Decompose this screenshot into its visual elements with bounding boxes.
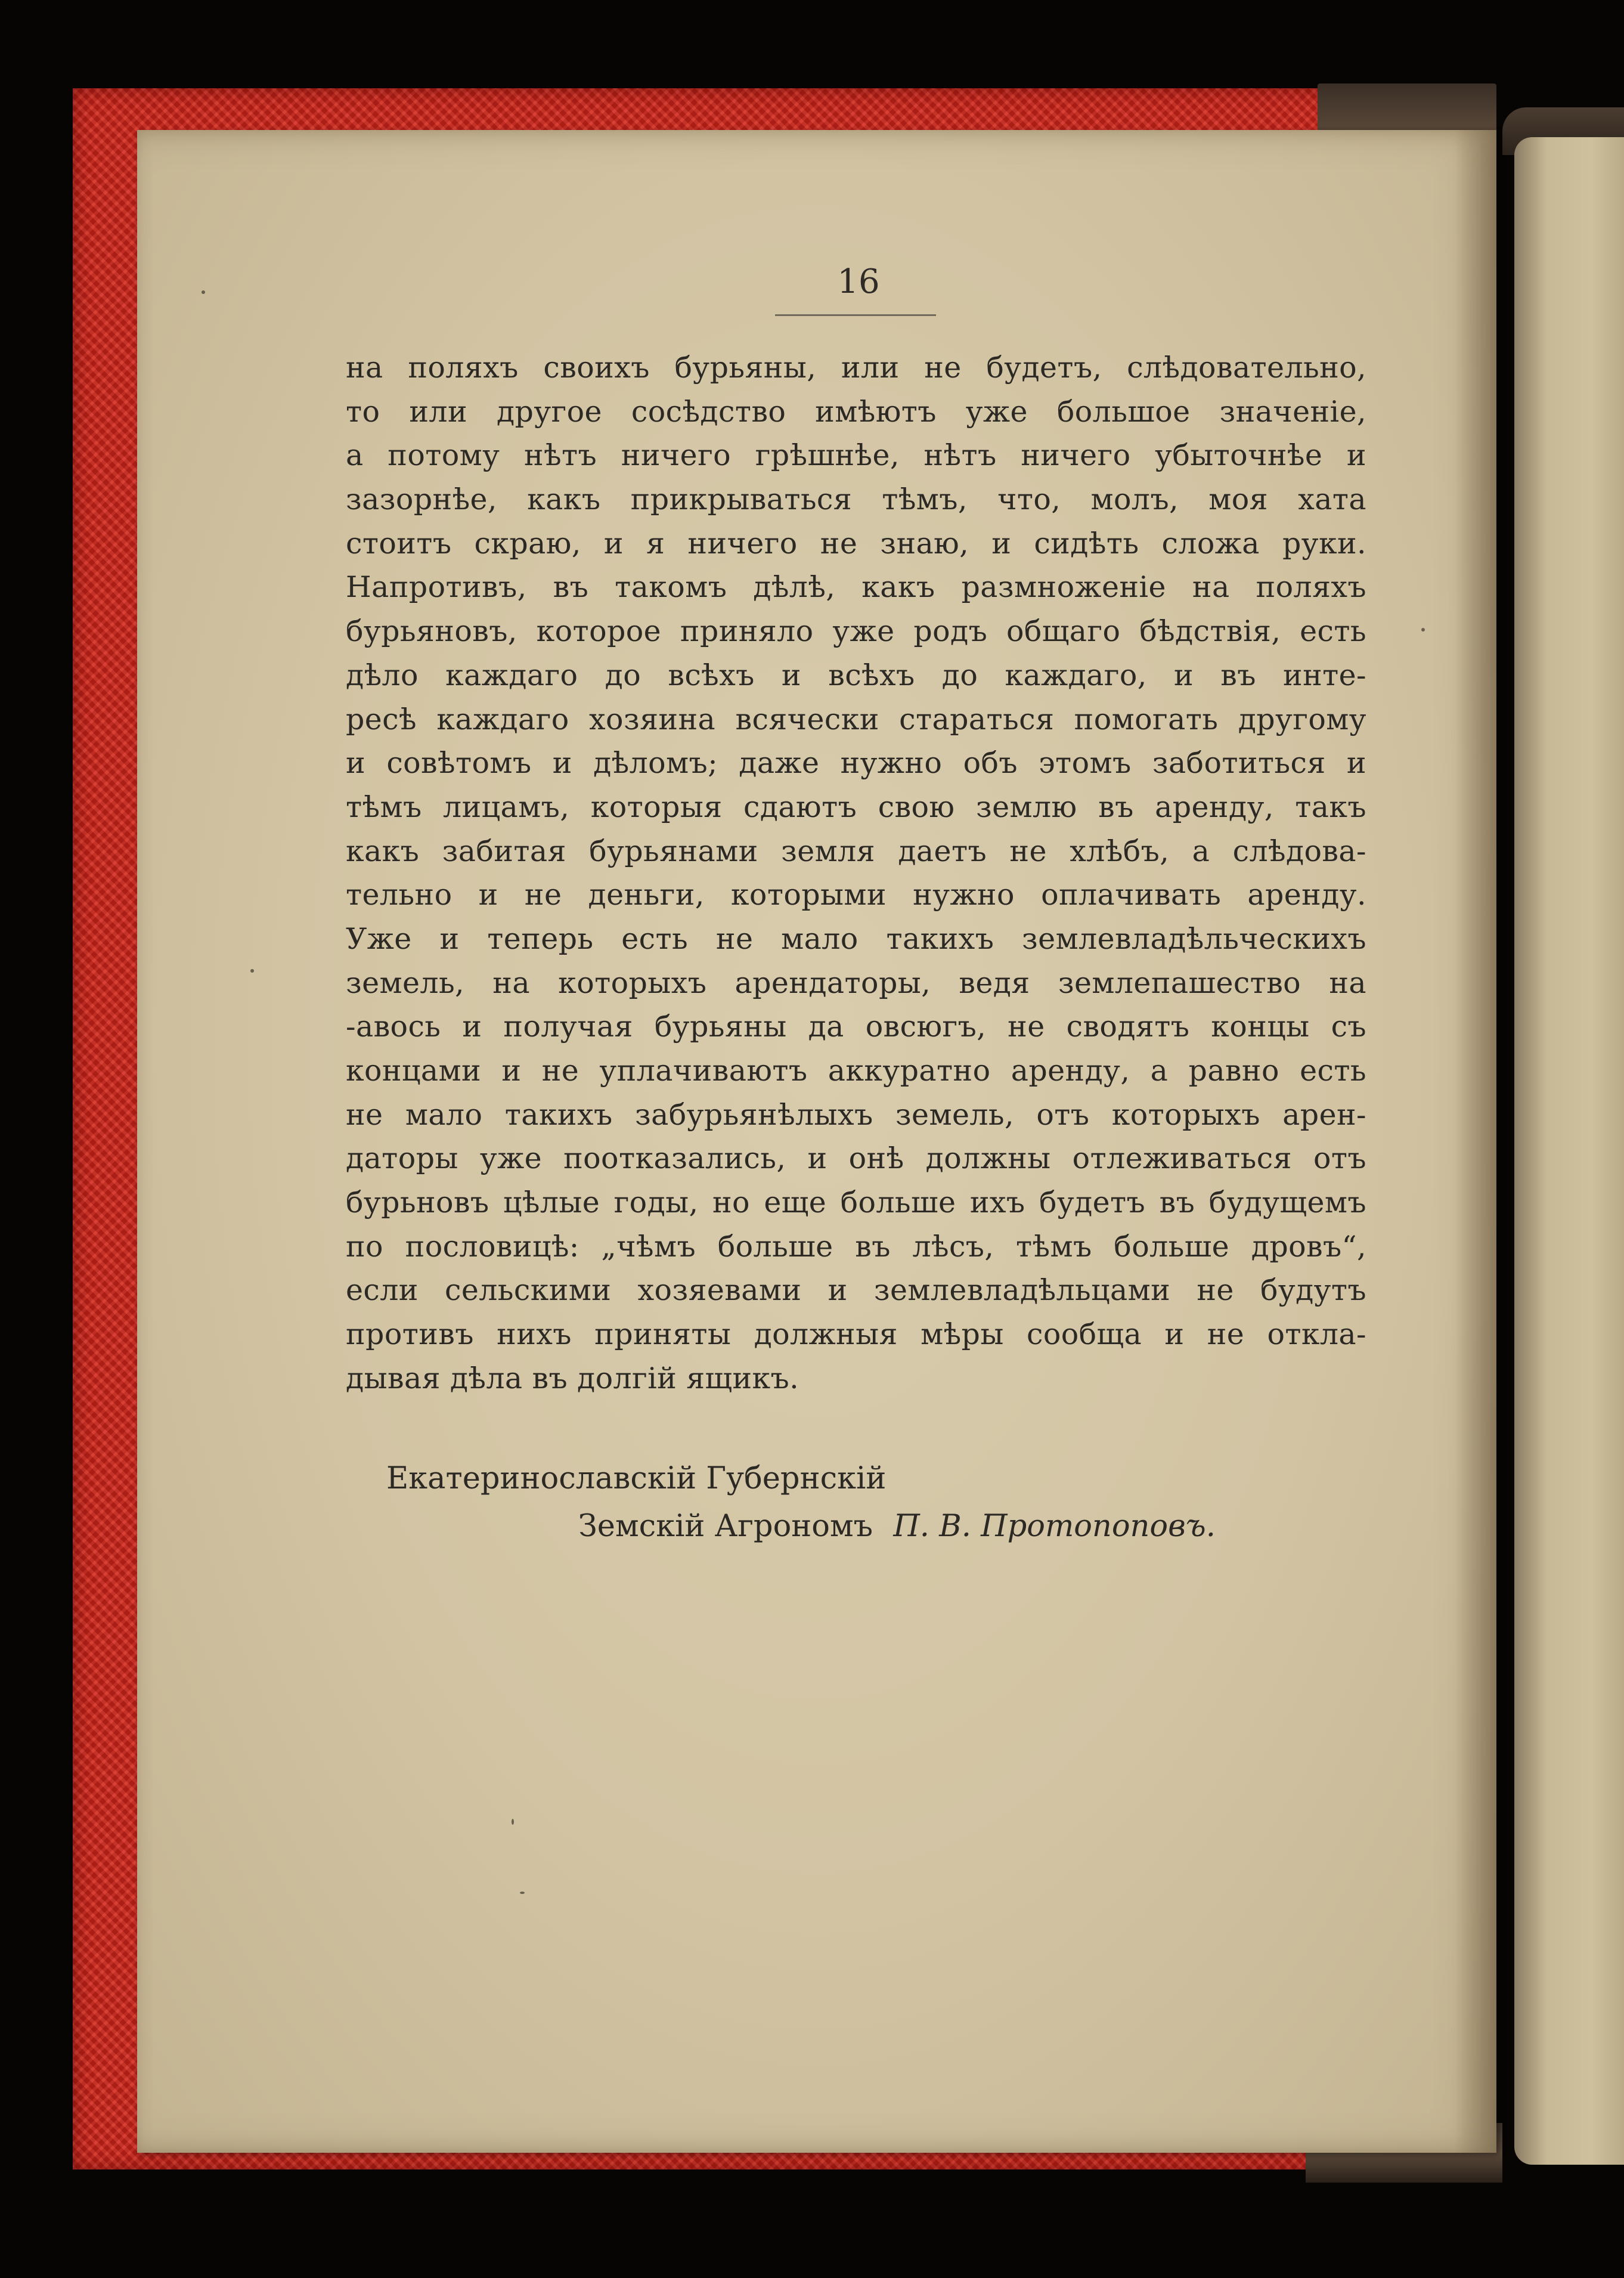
page-gutter-shadow [1455, 130, 1496, 2153]
text-line: концами и не уплачиваютъ аккуратно аренду, а равно есть [346, 1054, 1366, 1088]
page-number: 16 [837, 262, 880, 301]
text-line: и совѣтомъ и дѣломъ; даже нужно объ этомъ заботиться и [346, 746, 1366, 781]
text-line: дывая дѣла въ долгiй ящикъ. [346, 1361, 799, 1395]
text-line: бурьновъ цѣлые годы, но еще больше ихъ будетъ въ будущемъ [346, 1186, 1366, 1220]
text-line: а потому нѣтъ ничего грѣшнѣе, нѣтъ ничего убыточнѣе и [346, 438, 1366, 473]
text-line: бурьяновъ, которое приняло уже родъ общаго бѣдствiя, есть [346, 614, 1366, 649]
paper-speck [202, 290, 205, 294]
text-line: не мало такихъ забурьянѣлыхъ земель, отъ которыхъ арен- [346, 1097, 1366, 1132]
header-rule [775, 314, 936, 316]
text-line: противъ нихъ приняты должныя мѣры сообща и не откла- [346, 1317, 1366, 1352]
body-text [346, 346, 1366, 1401]
text-line: даторы уже поотказались, и онѣ должны отлеживаться отъ [346, 1141, 1366, 1176]
signature-title: Земскiй Агрономъ [578, 1509, 873, 1544]
paper-speck [512, 1819, 514, 1825]
text-line: какъ забитая бурьянами земля даетъ не хлѣбъ, а слѣдова- [346, 834, 1366, 868]
text-line: Уже и теперь есть не мало такихъ землевладѣльческихъ [346, 921, 1366, 956]
text-line: ресѣ каждаго хозяина всячески стараться помогать другому [346, 702, 1366, 736]
paper-speck [250, 969, 254, 973]
signature-line [578, 1509, 1216, 1544]
paper-speck [1421, 628, 1425, 632]
signature-position: Екатеринославскiй Губернскiй [386, 1461, 887, 1496]
text-line: стоитъ скраю, и я ничего не знаю, и сидѣть сложа руки. [346, 526, 1366, 561]
text-line: то или другое сосѣдство имѣютъ уже большое значенiе, [346, 394, 1366, 429]
text-line: зазорнѣе, какъ прикрываться тѣмъ, что, молъ, моя хата [346, 482, 1366, 517]
paper-speck [520, 1892, 525, 1894]
signature-name: П. В. Протопоповъ. [893, 1509, 1216, 1544]
next-page-edge [1514, 137, 1624, 2165]
text-line: если сельскими хозяевами и землевладѣльцами не будутъ [346, 1273, 1366, 1308]
text-line: Напротивъ, въ такомъ дѣлѣ, какъ размноженiе на поляхъ [346, 570, 1366, 605]
text-line: земель, на которыхъ арендаторы, ведя землепашество на [346, 965, 1366, 1000]
text-line: на поляхъ своихъ бурьяны, или не будетъ, слѣдовательно, [346, 351, 1366, 385]
text-line: -авось и получая бурьяны да овсюгъ, не сводятъ концы съ [346, 1010, 1366, 1044]
text-line: дѣло каждаго до всѣхъ и всѣхъ до каждаго, и въ инте- [346, 658, 1366, 692]
text-line: тельно и не деньги, которыми нужно оплачивать аренду. [346, 878, 1366, 912]
text-line: по пословицѣ: „чѣмъ больше въ лѣсъ, тѣмъ больше дровъ“, [346, 1229, 1366, 1264]
text-line: тѣмъ лицамъ, которыя сдаютъ свою землю въ аренду, такъ [346, 790, 1366, 824]
